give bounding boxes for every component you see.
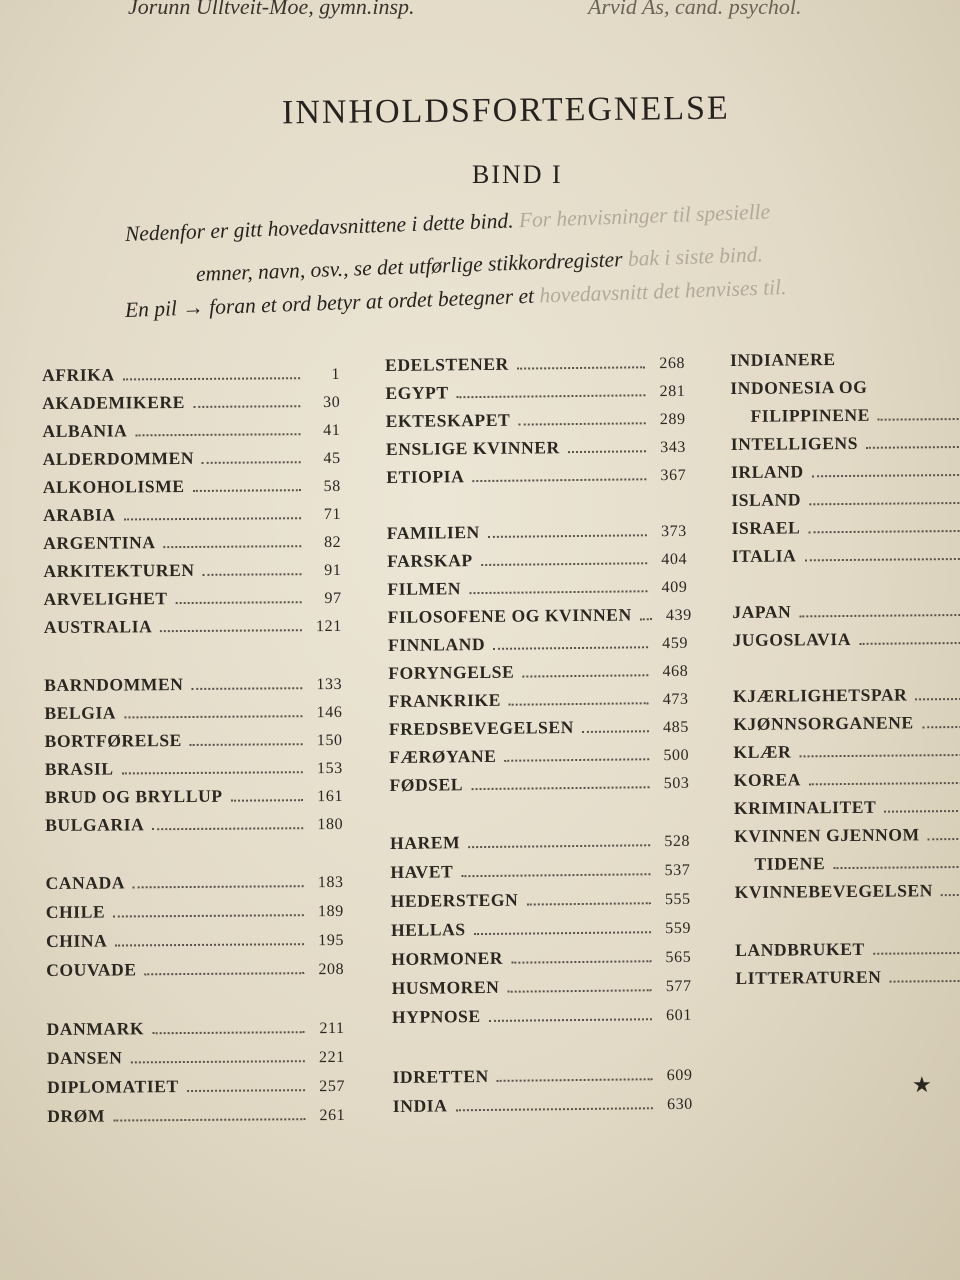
toc-entry-title: FILOSOFENE OG KVINNEN: [387, 604, 632, 627]
leader-dots: [812, 474, 960, 478]
toc-entry-title: FILMEN: [387, 578, 462, 599]
toc-entry: [734, 796, 960, 819]
toc-entry: [389, 716, 689, 740]
toc-entry: [389, 772, 689, 796]
volume-subtitle: BIND I: [472, 160, 563, 189]
toc-column-3: [730, 348, 960, 988]
leader-dots: [193, 489, 301, 492]
toc-entry: [391, 946, 691, 970]
leader-dots: [457, 394, 646, 398]
toc-entry-title: IDRETTEN: [392, 1065, 489, 1087]
toc-entry-title: EGYPT: [385, 382, 449, 403]
toc-page-number: 459: [662, 634, 689, 653]
author-credit-left: Jorunn Ulltveit-Moe, gymn.insp.: [128, 0, 415, 19]
leader-dots: [135, 433, 300, 436]
toc-entry: [387, 548, 687, 572]
toc-entry-title: KOREA: [733, 769, 802, 790]
leader-dots: [124, 715, 302, 718]
leader-dots: [884, 810, 960, 813]
toc-page-number: 281: [659, 382, 686, 401]
toc-entry-title: TIDENE: [754, 853, 826, 874]
leader-dots: [809, 782, 960, 786]
toc-entry-title: DRØM: [47, 1105, 106, 1126]
toc-entry-title: INDONESIA OG: [730, 376, 868, 398]
leader-dots: [922, 726, 960, 729]
toc-entry-title: HYPNOSE: [391, 1006, 481, 1027]
leader-dots: [928, 838, 960, 841]
toc-entry-title: ENSLIGE KVINNER: [385, 437, 560, 459]
leader-dots: [799, 754, 960, 758]
toc-page-number: 601: [666, 1006, 693, 1025]
toc-entry-title: LANDBRUKET: [735, 938, 865, 960]
toc-page-number: 161: [317, 787, 344, 806]
toc-entry-title: CANADA: [45, 872, 126, 893]
toc-page-number: 97: [324, 589, 342, 608]
toc-entry-title: DIPLOMATIET: [46, 1076, 179, 1097]
toc-page-number: 485: [663, 718, 690, 737]
toc-entry: [732, 600, 960, 623]
toc-entry: [47, 1017, 345, 1040]
leader-dots: [873, 952, 960, 955]
toc-page-number: 468: [662, 662, 689, 681]
toc-entry: [733, 712, 960, 735]
toc-entry: [42, 363, 340, 386]
toc-entry-title: HAVET: [390, 861, 454, 882]
toc-page-number: 559: [665, 919, 692, 938]
toc-entry: [389, 744, 689, 768]
toc-page-number: 500: [663, 746, 690, 765]
toc-entry-title: ARKITEKTUREN: [43, 559, 195, 581]
toc-page-number: 537: [664, 861, 691, 880]
toc-page-number: 404: [661, 550, 688, 569]
toc-entry: [730, 376, 960, 399]
leader-dots: [582, 730, 649, 733]
toc-entry: [43, 475, 341, 498]
leader-dots: [640, 618, 652, 620]
toc-page-number: 439: [665, 606, 692, 625]
leader-dots: [568, 450, 646, 453]
leader-dots: [471, 786, 649, 790]
toc-page-number: 409: [661, 578, 688, 597]
toc-page-number: 503: [663, 774, 690, 793]
toc-entry: [45, 757, 343, 780]
toc-entry: [46, 929, 344, 952]
toc-page-number: 91: [324, 561, 342, 580]
toc-page-number: 133: [316, 675, 343, 694]
leader-dots: [122, 771, 303, 774]
toc-entry-title: FÆRØYANE: [389, 745, 497, 767]
leader-dots: [915, 698, 960, 701]
leader-dots: [160, 629, 302, 632]
toc-page-number: 257: [319, 1077, 346, 1096]
toc-entry-title: DANMARK: [46, 1018, 145, 1039]
leader-dots: [113, 914, 304, 917]
leader-dots: [190, 743, 303, 746]
toc-entry-title: HORMONER: [391, 947, 504, 969]
leader-dots: [508, 989, 652, 993]
leader-dots: [517, 366, 645, 369]
toc-entry-title: HELLAS: [390, 919, 466, 940]
toc-entry-title: INDIANERE: [730, 349, 836, 370]
toc-page-number: 121: [315, 617, 342, 636]
toc-page-number: 289: [659, 410, 686, 429]
toc-entry-title: BARNDOMMEN: [44, 674, 184, 695]
toc-entry: [44, 701, 342, 724]
leader-dots: [488, 534, 647, 538]
toc-entry: [43, 503, 341, 526]
intro-line-3-text: En pil → foran et ord betyr at ordet betegner et: [124, 283, 535, 322]
toc-entry: [733, 684, 960, 707]
star-icon: ★: [912, 1072, 932, 1097]
toc-page-number: 1: [331, 365, 341, 383]
toc-column-2: [385, 352, 693, 1116]
leader-dots: [497, 1078, 653, 1082]
toc-entry-title: EKTESKAPET: [385, 409, 511, 431]
toc-entry: [46, 958, 344, 981]
toc-page-number: 71: [323, 505, 342, 524]
toc-entry-title: BELGIA: [44, 702, 117, 723]
toc-entry-title: ITALIA: [731, 545, 797, 566]
toc-page-number: 373: [660, 522, 687, 541]
toc-entry-title: KRIMINALITET: [733, 796, 877, 818]
toc-entry-title: ARVELIGHET: [43, 588, 168, 609]
intro-line-2-faded: bak i siste bind.: [627, 242, 764, 271]
toc-entry: [47, 1104, 345, 1127]
toc-entry-title: INDIA: [392, 1095, 448, 1116]
leader-dots: [833, 866, 960, 869]
toc-entry-title: ALBANIA: [42, 420, 128, 441]
toc-entry: [734, 824, 960, 847]
toc-entry: [45, 813, 343, 836]
toc-entry-title: KJÆRLIGHETSPAR: [732, 684, 908, 706]
leader-dots: [808, 530, 960, 534]
toc-page-number: 146: [316, 703, 343, 722]
toc-page-number: 30: [323, 393, 341, 412]
intro-line-2-text: emner, navn, osv., se det utførlige stikkordregister: [195, 247, 623, 286]
leader-dots: [124, 517, 301, 520]
leader-dots: [123, 377, 300, 380]
leader-dots: [866, 446, 960, 449]
toc-entry: [391, 917, 691, 941]
leader-dots: [469, 590, 647, 594]
toc-entry-title: BRASIL: [44, 758, 114, 779]
toc-entry: [388, 660, 688, 684]
toc-entry: [46, 900, 344, 923]
toc-entry: [754, 852, 960, 875]
toc-entry-title: FARSKAP: [387, 550, 473, 571]
toc-entry-title: HEDERSTEGN: [390, 889, 519, 911]
leader-dots: [231, 799, 303, 802]
toc-page-number: 180: [317, 815, 344, 834]
leader-dots: [481, 562, 647, 566]
toc-page-number: 208: [318, 960, 345, 979]
toc-entry: [392, 1004, 692, 1028]
toc-page-number: 211: [319, 1019, 345, 1038]
toc-entry: [44, 673, 342, 696]
toc-entry: [392, 1064, 692, 1088]
leader-dots: [878, 418, 960, 421]
leader-dots: [522, 674, 648, 677]
toc-entry: [734, 768, 960, 791]
toc-entry: [46, 871, 344, 894]
toc-page-number: 153: [316, 759, 343, 778]
toc-entry: [732, 628, 960, 651]
toc-page-number: 41: [323, 421, 341, 440]
toc-entry-title: AKADEMIKERE: [42, 392, 186, 413]
toc-page-number: 150: [316, 731, 343, 750]
toc-entry: [731, 460, 960, 483]
toc-entry: [47, 1046, 345, 1069]
toc-entry: [750, 404, 960, 427]
toc-entry: [386, 464, 686, 488]
toc-entry-title: ALKOHOLISME: [42, 476, 185, 497]
toc-entry: [44, 615, 342, 638]
intro-line-1-text: Nedenfor er gitt hovedavsnittene i dette bind.: [124, 208, 514, 246]
leader-dots: [799, 614, 960, 618]
leader-dots: [504, 758, 649, 762]
leader-dots: [193, 405, 300, 408]
toc-page-number: 565: [665, 948, 692, 967]
toc-page-number: 195: [318, 931, 345, 950]
leader-dots: [152, 1031, 304, 1034]
toc-page-number: 189: [317, 902, 344, 921]
toc-entry: [389, 688, 689, 712]
toc-page-number: 45: [323, 449, 341, 468]
toc-entry: [42, 419, 340, 442]
toc-entry: [43, 559, 341, 582]
leader-dots: [889, 980, 960, 983]
leader-dots: [809, 502, 960, 506]
toc-entry-title: AFRIKA: [42, 364, 115, 385]
leader-dots: [202, 461, 301, 464]
toc-entry-title: COUVADE: [46, 959, 137, 980]
toc-page-number: 528: [664, 832, 691, 851]
toc-entry: [731, 488, 960, 511]
toc-entry-title: KLÆR: [733, 741, 792, 762]
toc-entry: [735, 880, 960, 903]
toc-page-number: 630: [666, 1095, 693, 1114]
toc-page-number: 343: [660, 438, 687, 457]
toc-entry: [388, 632, 688, 656]
toc-entry: [731, 432, 960, 455]
toc-entry: [731, 516, 960, 539]
toc-entry: [387, 520, 687, 544]
intro-line-1-faded: For henvisninger til spesielle: [518, 199, 771, 233]
toc-entry-title: FILIPPINENE: [750, 404, 871, 426]
leader-dots: [474, 931, 651, 935]
toc-page-number: 221: [318, 1048, 345, 1067]
leader-dots: [461, 873, 650, 877]
toc-entry-title: DANSEN: [46, 1047, 123, 1068]
leader-dots: [941, 894, 960, 896]
toc-entry: [385, 352, 685, 376]
toc-entry-title: KJØNNSORGANENE: [733, 712, 914, 734]
toc-entry-title: FRANKRIKE: [388, 689, 502, 711]
toc-entry-title: FØDSEL: [389, 774, 464, 795]
toc-entry: [47, 1075, 345, 1098]
author-credit-right: Arvid As, cand. psychol.: [588, 0, 802, 19]
toc-entry-title: HUSMOREN: [391, 976, 500, 998]
toc-entry: [390, 830, 690, 854]
toc-entry: [390, 859, 690, 883]
leader-dots: [472, 478, 646, 482]
toc-entry: [393, 1093, 693, 1117]
toc-entry-title: INTELLIGENS: [730, 432, 859, 454]
toc-page-number: 82: [323, 533, 342, 552]
toc-entry-title: LITTERATUREN: [735, 966, 882, 988]
leader-dots: [804, 558, 960, 562]
toc-entry: [387, 576, 687, 600]
toc-entry: [43, 531, 341, 554]
toc-entry-title: IRLAND: [730, 461, 804, 482]
toc-entry-title: KVINNEBEVEGELSEN: [734, 880, 934, 902]
toc-entry: [42, 391, 340, 414]
toc-entry-title: CHILE: [45, 901, 106, 922]
leader-dots: [187, 1089, 305, 1092]
toc-entry-title: ALDERDOMMEN: [42, 447, 195, 469]
toc-entry-title: BULGARIA: [45, 814, 145, 835]
toc-entry-title: HAREM: [390, 832, 461, 853]
toc-entry: [392, 975, 692, 999]
toc-page-number: 473: [662, 690, 689, 709]
toc-entry: [730, 348, 960, 371]
leader-dots: [511, 960, 651, 963]
toc-page-number: 367: [660, 466, 687, 485]
toc-entry: [732, 544, 960, 567]
leader-dots: [859, 642, 960, 645]
intro-line-3-faded: hovedavsnitt det henvises til.: [538, 274, 787, 308]
leader-dots: [152, 827, 303, 830]
toc-entry-title: FINNLAND: [387, 633, 486, 655]
toc-entry: [387, 604, 692, 628]
toc-page-number: 58: [323, 477, 341, 496]
toc-entry-title: EDELSTENER: [385, 353, 509, 375]
toc-entry-title: KVINNEN GJENNOM: [734, 824, 920, 846]
leader-dots: [130, 1060, 304, 1063]
toc-page-number: 577: [665, 977, 692, 996]
toc-entry-title: ETIOPIA: [386, 466, 465, 487]
toc-entry-title: BRUD OG BRYLLUP: [44, 785, 223, 807]
toc-entry-title: FREDSBEVEGELSEN: [388, 717, 575, 739]
intro-line-1: [125, 199, 771, 247]
toc-entry: [735, 966, 960, 989]
leader-dots: [145, 972, 305, 975]
leader-dots: [455, 1107, 652, 1111]
leader-dots: [489, 1018, 652, 1022]
leader-dots: [176, 601, 302, 604]
toc-entry: [43, 447, 341, 470]
toc-page-number: 261: [319, 1106, 346, 1125]
leader-dots: [493, 646, 648, 650]
leader-dots: [191, 687, 302, 690]
page-title: INNHOLDSFORTEGNELSE: [281, 89, 730, 132]
toc-entry-title: FAMILIEN: [386, 522, 480, 543]
leader-dots: [468, 844, 650, 848]
toc-entry-title: ISRAEL: [731, 517, 801, 538]
toc-page-number: 555: [664, 890, 691, 909]
toc-entry-title: AUSTRALIA: [43, 616, 153, 637]
leader-dots: [518, 422, 645, 425]
toc-entry: [45, 729, 343, 752]
toc-page-number: 609: [666, 1066, 693, 1085]
toc-entry-title: ARGENTINA: [43, 532, 156, 553]
toc-entry: [735, 938, 960, 961]
leader-dots: [133, 885, 304, 888]
leader-dots: [509, 702, 649, 705]
leader-dots: [113, 1118, 305, 1121]
toc-page-number: 183: [317, 873, 344, 892]
toc-entry: [385, 380, 685, 404]
leader-dots: [164, 545, 302, 548]
toc-entry-title: FORYNGELSE: [388, 661, 515, 683]
toc-entry-title: ISLAND: [731, 489, 802, 510]
toc-entry-title: JUGOSLAVIA: [732, 628, 852, 650]
toc-entry: [733, 740, 960, 763]
leader-dots: [115, 943, 304, 946]
toc-entry: [391, 888, 691, 912]
toc-entry: [386, 408, 686, 432]
toc-column-1: [42, 363, 346, 1126]
toc-page-number: 268: [659, 354, 686, 373]
toc-entry: [45, 785, 343, 808]
toc-entry-title: ARABIA: [42, 504, 116, 525]
toc-entry: [386, 436, 686, 460]
toc-entry-title: JAPAN: [732, 601, 792, 622]
leader-dots: [526, 902, 650, 905]
leader-dots: [203, 573, 302, 576]
toc-entry: [44, 587, 342, 610]
toc-entry-title: CHINA: [45, 930, 108, 951]
toc-entry-title: BORTFØRELSE: [44, 730, 182, 751]
